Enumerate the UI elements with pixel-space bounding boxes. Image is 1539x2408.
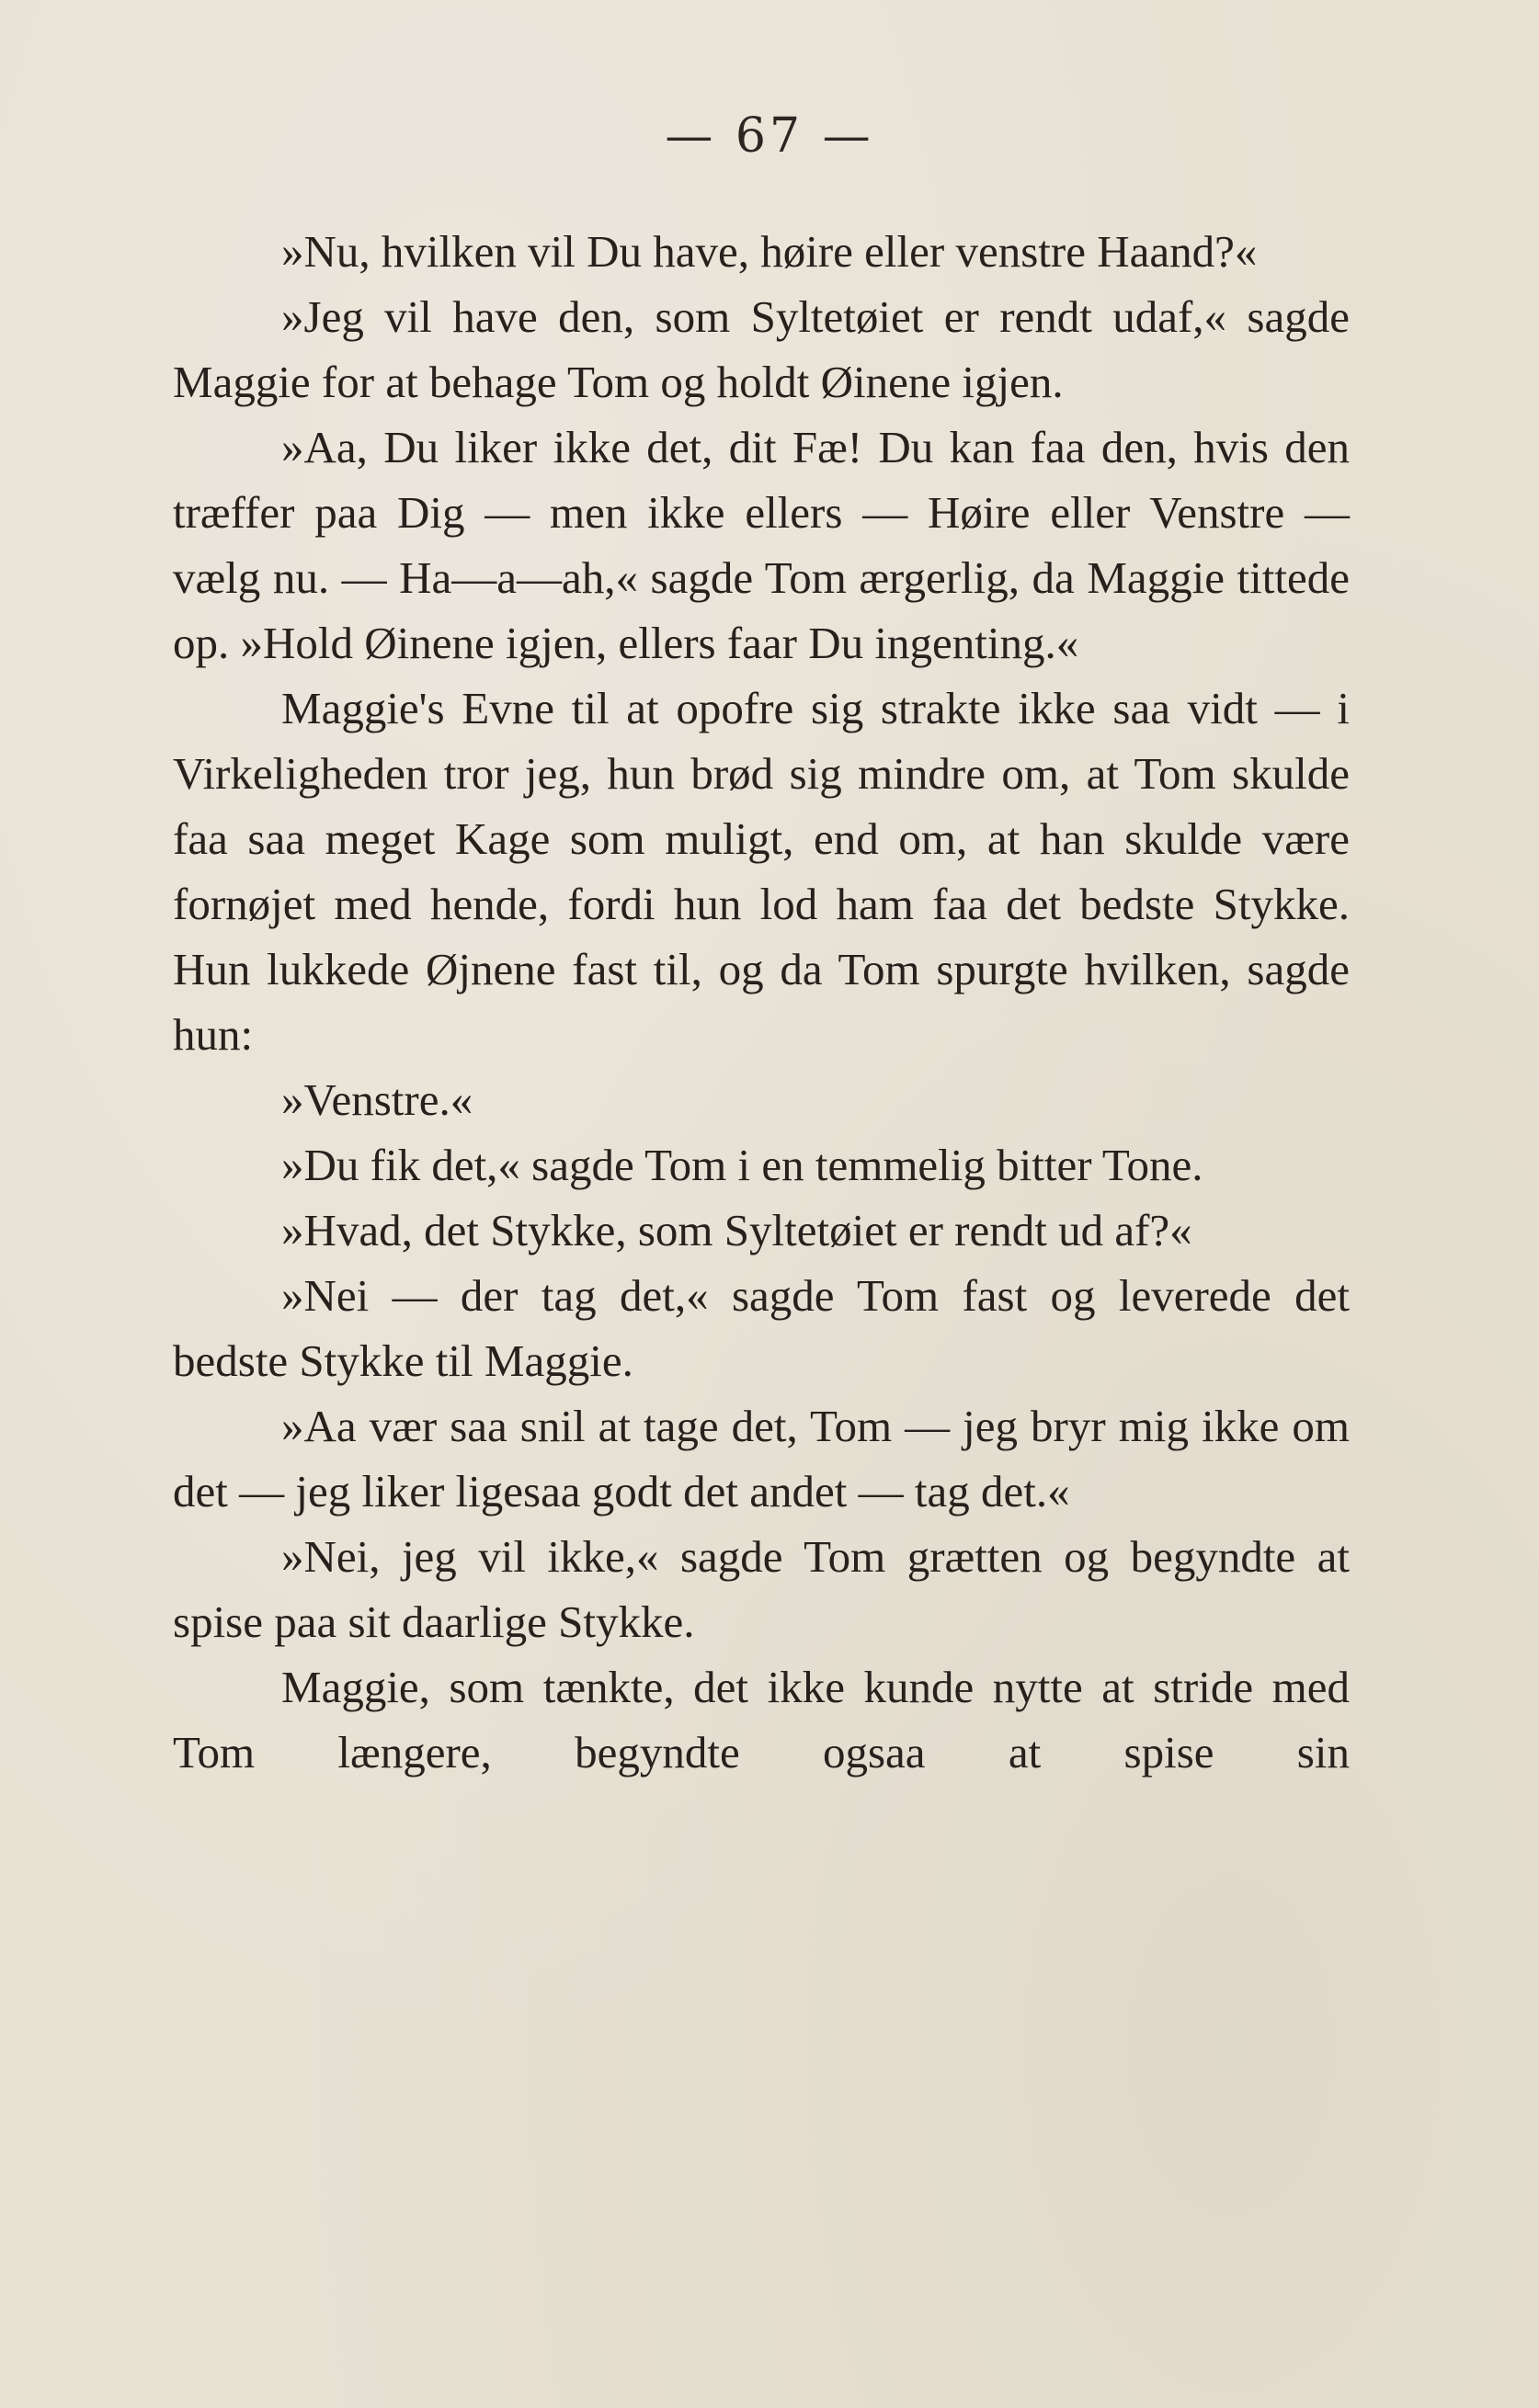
paragraph: Maggie's Evne til at opofre sig strakte ikke saa vidt — i Virkeligheden tror jeg, hun brød sig mindre om, at Tom skulde faa saa meget Kage som muligt, end om, at han skulde være fornøjet med hende, fordi hun lod ham faa det bedste Stykke. Hun lukkede Øjnene fast til, og da Tom spurgte hvilken, sagde hun: bbox=[173, 683, 1350, 1060]
paragraph: »Venstre.« bbox=[281, 1074, 473, 1125]
page-number: — 67 — bbox=[665, 108, 874, 164]
paragraph: »Hvad, det Stykke, som Syltetøiet er rendt ud af?« bbox=[281, 1205, 1192, 1255]
paragraph: »Du fik det,« sagde Tom i en temmelig bitter Tone. bbox=[281, 1140, 1203, 1190]
paragraph: »Aa, Du liker ikke det, dit Fæ! Du kan faa den, hvis den træffer paa Dig — men ikke ellers — Høire eller Venstre — vælg nu. — Ha—a—ah,« sagde Tom ærgerlig, da Maggie tittede op. »Hold Øinene igjen, ellers faar Du ingenting.« bbox=[173, 422, 1350, 668]
paragraph: »Nei — der tag det,« sagde Tom fast og leverede det bedste Stykke til Maggie. bbox=[173, 1270, 1350, 1386]
body-text bbox=[173, 219, 1350, 1785]
paragraph: »Aa vær saa snil at tage det, Tom — jeg bryr mig ikke om det — jeg liker ligesaa godt det andet — tag det.« bbox=[173, 1401, 1350, 1516]
paragraph: »Nei, jeg vil ikke,« sagde Tom grætten og begyndte at spise paa sit daarlige Stykke. bbox=[173, 1531, 1350, 1647]
paragraph: »Jeg vil have den, som Syltetøiet er rendt udaf,« sagde Maggie for at behage Tom og holdt Øinene igjen. bbox=[173, 291, 1350, 407]
paragraph: »Nu, hvilken vil Du have, høire eller venstre Haand?« bbox=[281, 226, 1258, 277]
paragraph: Maggie, som tænkte, det ikke kunde nytte at stride med Tom længere, begyndte ogsaa at spise sin bbox=[173, 1662, 1350, 1778]
